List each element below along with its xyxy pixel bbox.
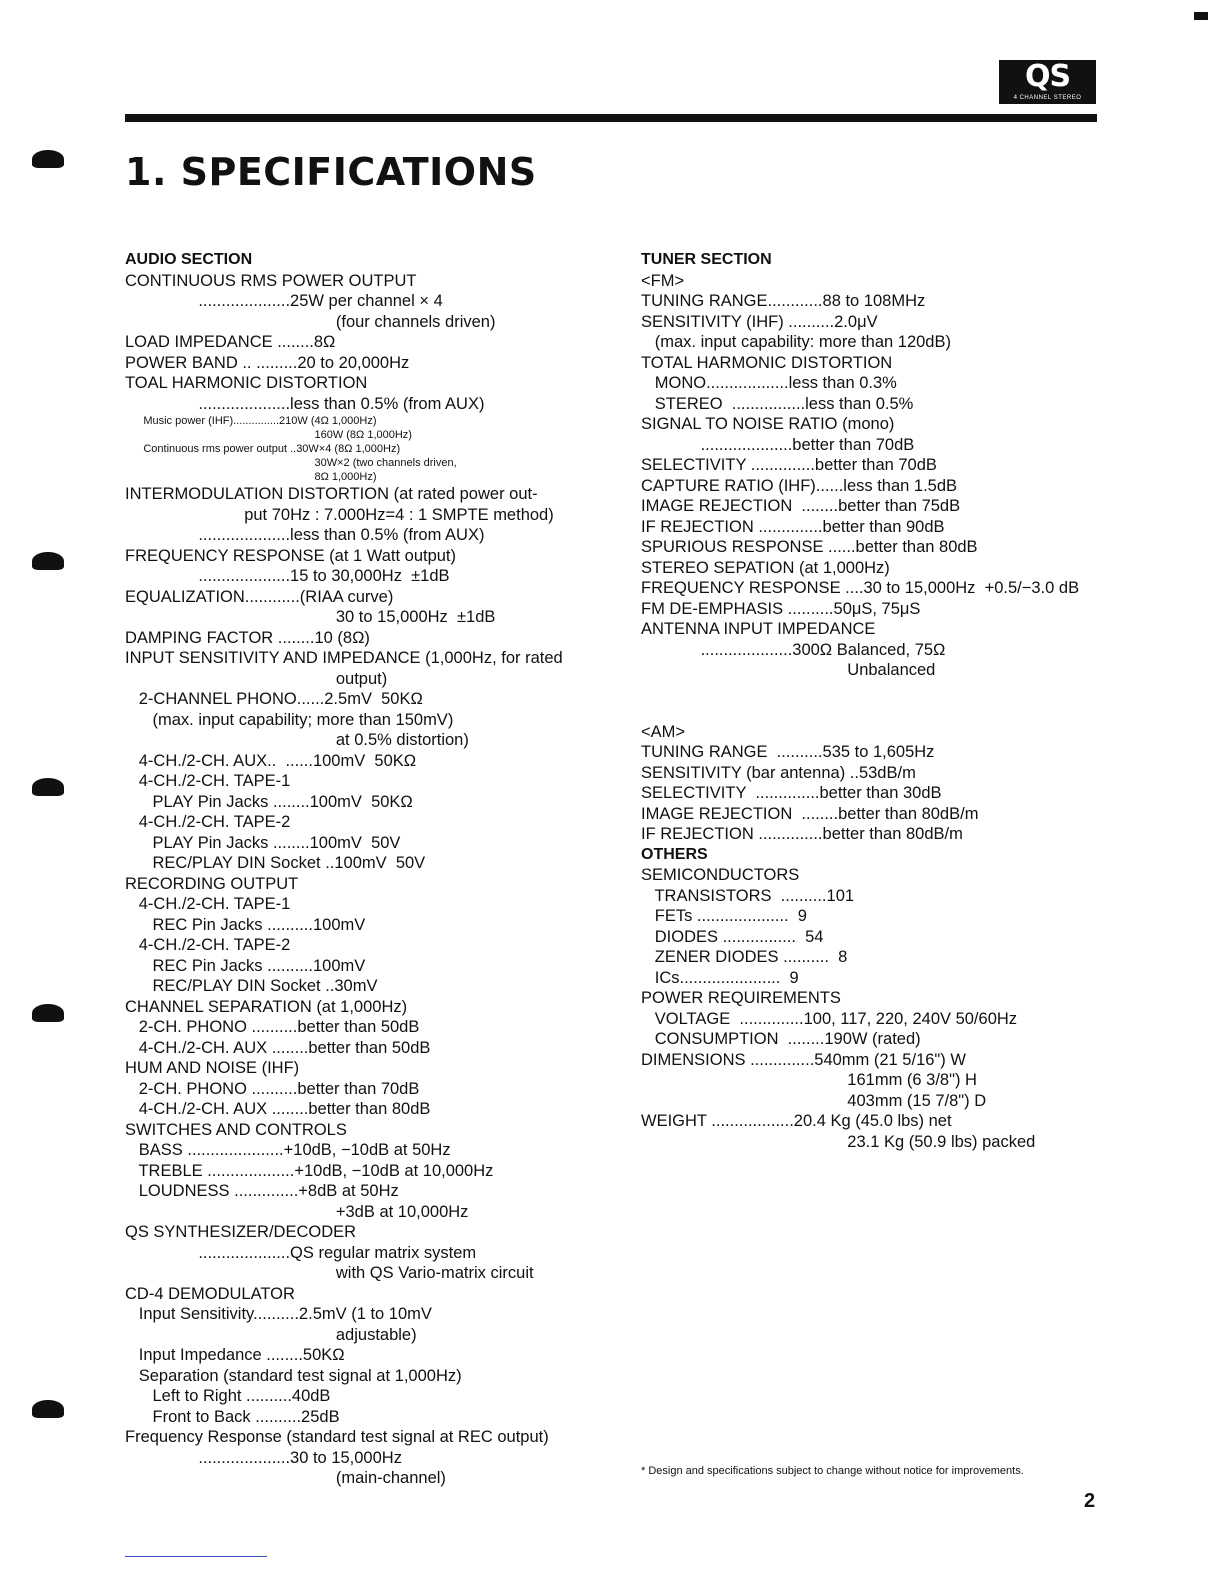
section-heading: AUDIO SECTION xyxy=(125,251,253,268)
spec-line: DAMPING FACTOR ........10 (8Ω) xyxy=(125,628,370,647)
spec-line: 2-CH. PHONO ..........better than 70dB xyxy=(125,1079,420,1098)
spec-line: IMAGE REJECTION ........better than 80dB/m xyxy=(641,804,979,823)
page-title: 1. SPECIFICATIONS xyxy=(125,150,537,194)
spec-line: BASS .....................+10dB, −10dB at 50Hz xyxy=(125,1141,451,1159)
spec-line: (main-channel) xyxy=(125,1469,446,1487)
spec-line: PLAY Pin Jacks ........100mV 50KΩ xyxy=(125,792,413,811)
spec-line: Input Impedance ........50KΩ xyxy=(125,1346,345,1364)
spec-line: QS SYNTHESIZER/DECODER xyxy=(125,1223,357,1241)
spec-line: ....................less than 0.5% (from AUX) xyxy=(125,394,485,413)
spec-line: STEREO ................less than 0.5% xyxy=(641,394,914,413)
spec-line: FM DE-EMPHASIS ..........50μS, 75μS xyxy=(641,599,921,618)
spec-line: ....................300Ω Balanced, 75Ω xyxy=(641,640,946,659)
spec-line: TRANSISTORS ..........101 xyxy=(641,886,855,905)
spec-line: SWITCHES AND CONTROLS xyxy=(125,1120,347,1139)
margin-bullet-icon xyxy=(32,778,64,796)
spec-line: TREBLE ...................+10dB, −10dB at 10,000Hz xyxy=(125,1161,494,1180)
spec-line: SPURIOUS RESPONSE ......better than 80dB xyxy=(641,538,978,556)
spec-line: output) xyxy=(125,669,388,688)
spec-line: REC/PLAY DIN Socket ..30mV xyxy=(125,977,378,995)
spec-line: SEMICONDUCTORS xyxy=(641,866,800,884)
spec-line: REC/PLAY DIN Socket ..100mV 50V xyxy=(125,854,426,872)
spec-line: ....................less than 0.5% (from AUX) xyxy=(125,526,485,544)
corner-mark xyxy=(1194,12,1208,20)
spec-line: REC Pin Jacks ..........100mV xyxy=(125,915,366,934)
spec-line: Music power (IHF)...............210W (4Ω 1,000Hz) xyxy=(125,415,377,427)
spec-line: 161mm (6 3/8") H xyxy=(641,1071,977,1089)
spec-line: FREQUENCY RESPONSE ....30 to 15,000Hz +0.5/−3.0 dB xyxy=(641,579,1080,597)
spec-line: <AM> xyxy=(641,722,686,741)
spec-line: INTERMODULATION DISTORTION (at rated power out- xyxy=(125,485,538,503)
spec-line: ....................better than 70dB xyxy=(641,435,915,454)
section-heading: TUNER SECTION xyxy=(641,251,772,268)
logo-text: QS xyxy=(1024,59,1071,94)
spec-line: ....................QS regular matrix system xyxy=(125,1243,477,1262)
spec-line: <FM> xyxy=(641,271,685,290)
spec-line: TOTAL HARMONIC DISTORTION xyxy=(641,353,893,372)
footnote: * Design and specifications subject to change without notice for improvements. xyxy=(641,1465,1024,1477)
audio-section-column xyxy=(125,250,600,1489)
margin-bullet-icon xyxy=(32,150,64,168)
spec-line: Input Sensitivity..........2.5mV (1 to 10mV xyxy=(125,1305,432,1323)
spacer xyxy=(641,681,1111,722)
spec-line: ZENER DIODES .......... 8 xyxy=(641,948,848,966)
spec-line: Frequency Response (standard test signal at REC output) xyxy=(125,1428,549,1446)
spec-line: ICs...................... 9 xyxy=(641,968,799,987)
spec-line: SELECTIVITY ..............better than 30dB xyxy=(641,784,942,802)
spec-line: 4-CH./2-CH. TAPE-2 xyxy=(125,936,291,954)
spec-line: 30 to 15,000Hz ±1dB xyxy=(125,608,496,626)
header-rule xyxy=(125,114,1097,122)
spec-line: (max. input capability: more than 120dB) xyxy=(641,333,951,351)
spec-line: INPUT SENSITIVITY AND IMPEDANCE (1,000Hz, for rated xyxy=(125,649,563,667)
spec-line: MONO..................less than 0.3% xyxy=(641,374,897,392)
spec-line: 4-CH./2-CH. AUX ........better than 80dB xyxy=(125,1100,431,1118)
spec-line: ANTENNA INPUT IMPEDANCE xyxy=(641,620,876,638)
spec-line: SENSITIVITY (IHF) ..........2.0μV xyxy=(641,312,878,331)
spec-line: TUNING RANGE ..........535 to 1,605Hz xyxy=(641,743,935,761)
spec-line: Separation (standard test signal at 1,000Hz) xyxy=(125,1366,462,1385)
spec-line: 4-CH./2-CH. TAPE-2 xyxy=(125,813,291,831)
spec-line: Continuous rms power output ..30W×4 (8Ω 1,000Hz) xyxy=(125,443,401,455)
spec-line: LOAD IMPEDANCE ........8Ω xyxy=(125,333,336,351)
page-number: 2 xyxy=(1084,1490,1096,1512)
spec-line: put 70Hz : 7.000Hz=4 : 1 SMPTE method) xyxy=(125,505,554,524)
spec-line: EQUALIZATION............(RIAA curve) xyxy=(125,587,394,606)
spec-line: ....................25W per channel × 4 xyxy=(125,292,443,310)
spec-line: FREQUENCY RESPONSE (at 1 Watt output) xyxy=(125,546,457,565)
spec-line: STEREO SEPATION (at 1,000Hz) xyxy=(641,558,890,577)
spec-line: SIGNAL TO NOISE RATIO (mono) xyxy=(641,415,895,433)
spec-line: CONTINUOUS RMS POWER OUTPUT xyxy=(125,271,417,290)
spec-line: (max. input capability; more than 150mV) xyxy=(125,710,454,729)
qs-logo xyxy=(999,60,1096,104)
margin-bullet-icon xyxy=(32,1004,64,1022)
spec-line: LOUDNESS ..............+8dB at 50Hz xyxy=(125,1182,399,1200)
spec-line: adjustable) xyxy=(125,1325,417,1344)
spec-line: CONSUMPTION ........190W (rated) xyxy=(641,1030,921,1048)
spec-line: 403mm (15 7/8") D xyxy=(641,1091,987,1110)
spec-line: IMAGE REJECTION ........better than 75dB xyxy=(641,497,961,515)
spec-line: 2-CHANNEL PHONO......2.5mV 50KΩ xyxy=(125,690,423,708)
spec-line: SELECTIVITY ..............better than 70dB xyxy=(641,456,937,474)
spec-line: (four channels driven) xyxy=(125,312,496,331)
spec-line: ....................30 to 15,000Hz xyxy=(125,1448,402,1467)
spec-line: VOLTAGE ..............100, 117, 220, 240V 50/60Hz xyxy=(641,1009,1018,1028)
spec-line: 160W (8Ω 1,000Hz) xyxy=(125,429,412,441)
spec-line: IF REJECTION ..............better than 80dB/m xyxy=(641,825,963,843)
spec-line: 2-CH. PHONO ..........better than 50dB xyxy=(125,1018,420,1036)
tuner-section-column xyxy=(641,250,1111,1152)
logo-subtext: 4 CHANNEL STEREO xyxy=(1013,95,1082,101)
spec-line: 8Ω 1,000Hz) xyxy=(125,471,377,483)
footer-rule xyxy=(125,1556,267,1557)
spec-line: SENSITIVITY (bar antenna) ..53dB/m xyxy=(641,763,916,782)
spec-line: CD-4 DEMODULATOR xyxy=(125,1284,295,1303)
spec-line: Left to Right ..........40dB xyxy=(125,1387,331,1405)
spec-line: 4-CH./2-CH. TAPE-1 xyxy=(125,895,291,913)
margin-bullet-icon xyxy=(32,552,64,570)
spec-line: TUNING RANGE............88 to 108MHz xyxy=(641,292,926,310)
spec-line: 23.1 Kg (50.9 lbs) packed xyxy=(641,1132,1036,1151)
spec-line: HUM AND NOISE (IHF) xyxy=(125,1059,300,1077)
spec-line: CHANNEL SEPARATION (at 1,000Hz) xyxy=(125,997,408,1016)
spec-line: REC Pin Jacks ..........100mV xyxy=(125,956,366,975)
spec-line: 4-CH./2-CH. AUX ........better than 50dB xyxy=(125,1038,431,1057)
section-heading: OTHERS xyxy=(641,845,708,863)
spec-line: with QS Vario-matrix circuit xyxy=(125,1264,534,1282)
spec-line: 4-CH./2-CH. TAPE-1 xyxy=(125,772,291,790)
spec-line: WEIGHT ..................20.4 Kg (45.0 lbs) net xyxy=(641,1112,952,1130)
spec-line: RECORDING OUTPUT xyxy=(125,874,299,893)
spec-line: POWER REQUIREMENTS xyxy=(641,989,841,1007)
margin-bullet-icon xyxy=(32,1400,64,1418)
spec-line: IF REJECTION ..............better than 90dB xyxy=(641,517,945,536)
spec-line: 4-CH./2-CH. AUX.. ......100mV 50KΩ xyxy=(125,751,417,770)
spec-line: PLAY Pin Jacks ........100mV 50V xyxy=(125,833,401,852)
spec-line: at 0.5% distortion) xyxy=(125,731,469,749)
spec-line: Unbalanced xyxy=(641,661,936,679)
spec-line: 30W×2 (two channels driven, xyxy=(125,457,457,469)
spec-line: FETs .................... 9 xyxy=(641,907,807,925)
spec-line: ....................15 to 30,000Hz ±1dB xyxy=(125,567,450,585)
spec-line: TOAL HARMONIC DISTORTION xyxy=(125,374,368,392)
spec-line: DIMENSIONS ..............540mm (21 5/16") W xyxy=(641,1050,966,1069)
spec-line: DIODES ................ 54 xyxy=(641,927,824,946)
spec-line: Front to Back ..........25dB xyxy=(125,1407,340,1426)
spec-line: CAPTURE RATIO (IHF)......less than 1.5dB xyxy=(641,476,958,495)
spec-line: POWER BAND .. .........20 to 20,000Hz xyxy=(125,353,410,372)
spec-line: +3dB at 10,000Hz xyxy=(125,1202,469,1221)
